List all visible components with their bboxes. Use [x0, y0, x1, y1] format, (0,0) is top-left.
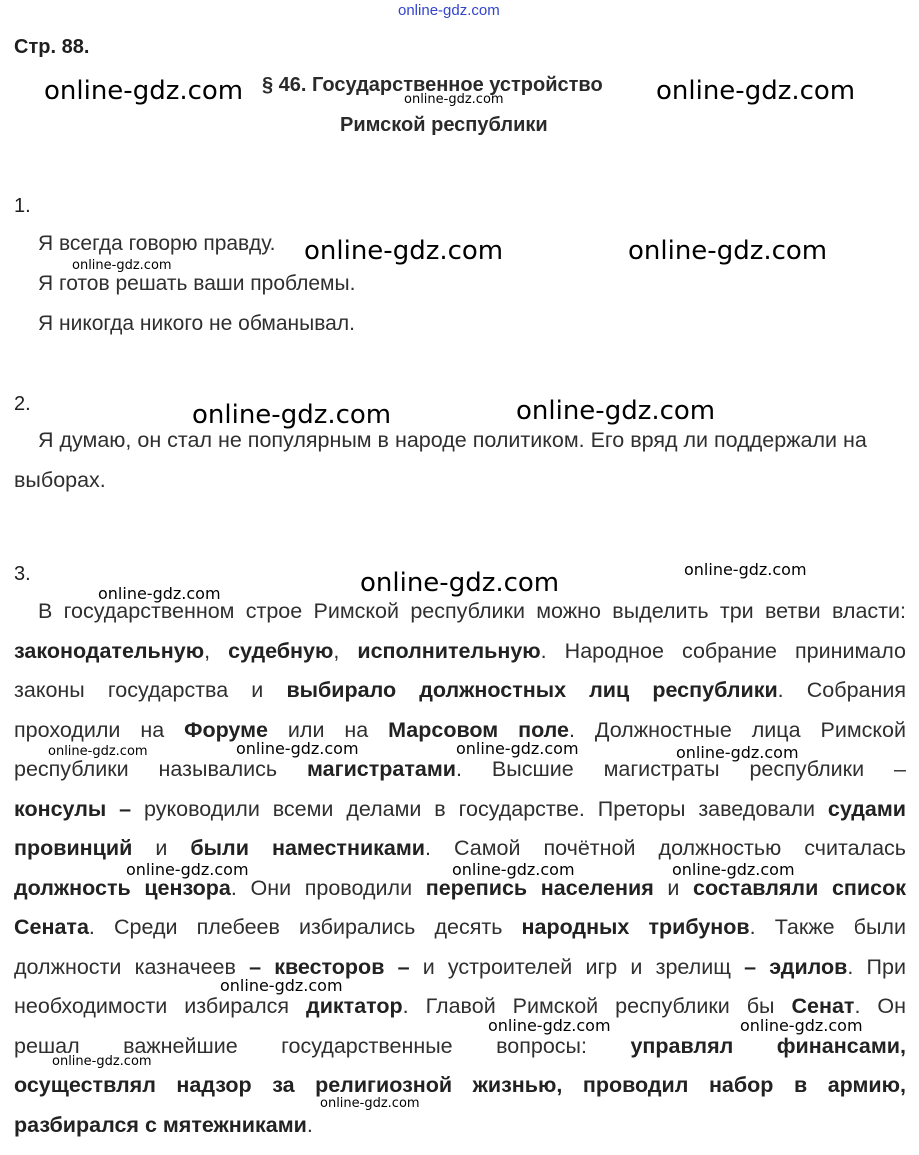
watermark: online-gdz.com: [516, 396, 716, 426]
section-title-line2: Римской республики: [340, 114, 548, 136]
answer-1-line-2: Я готов решать ваши проблемы.: [38, 272, 356, 295]
watermark: online-gdz.com: [72, 258, 172, 273]
watermark: online-gdz.com: [456, 739, 579, 758]
watermark: online-gdz.com: [320, 1096, 420, 1111]
watermark: online-gdz.com: [192, 400, 392, 430]
watermark: online-gdz.com: [684, 560, 807, 579]
watermark: online-gdz.com: [236, 739, 359, 758]
watermark: online-gdz.com: [220, 976, 343, 995]
question-1-number: 1.: [14, 195, 31, 217]
watermark: online-gdz.com: [98, 584, 221, 603]
watermark: online-gdz.com: [740, 1016, 863, 1035]
watermark-top: online-gdz.com: [398, 2, 500, 19]
watermark: online-gdz.com: [488, 1016, 611, 1035]
watermark: online-gdz.com: [628, 236, 828, 266]
answer-2-text: Я думаю, он стал не популярным в народе политиком. Его вряд ли поддержали на выборах.: [14, 428, 867, 492]
section-title-line1: § 46. Государственное устройство: [262, 74, 603, 96]
watermark: online-gdz.com: [126, 860, 249, 879]
watermark: online-gdz.com: [360, 568, 560, 598]
watermark: online-gdz.com: [656, 76, 856, 106]
answer-1-line-1: Я всегда говорю правду.: [38, 232, 276, 255]
watermark: online-gdz.com: [304, 236, 504, 266]
question-2-number: 2.: [14, 393, 31, 415]
watermark: online-gdz.com: [44, 76, 244, 106]
watermark: online-gdz.com: [48, 744, 148, 759]
watermark: online-gdz.com: [52, 1054, 152, 1069]
watermark: online-gdz.com: [672, 860, 795, 879]
watermark: online-gdz.com: [676, 743, 799, 762]
watermark: online-gdz.com: [404, 92, 504, 107]
page-number: Стр. 88.: [14, 36, 90, 58]
answer-3-text: В государственном строе Римской республики можно выделить три ветви власти: законодательную, судебную, исполнительную. Народное собрание принимало законы государства и выбирало должностных лиц республики. Собрания проходили на Форуме или на Марсовом поле. Должностные лица Римской республики назывались магистратами. Высшие магистраты республики – консулы – руководили всеми делами в государстве. Преторы заведовали судами провинций и были наместниками. Самой почётной должностью считалась должность цензора. Они проводили перепись населения и составляли список Сената. Среди плебеев избирались десять народных трибунов. Также были должности казначеев – квесторов – и устроителей игр и зрелищ – эдилов. При необходимости избирался диктатор. Главой Римской республики бы Сенат. Он решал важнейшие государственные вопросы: управлял финансами, осуществлял надзор за религиозной жизнью, проводил набор в армию, разбирался с мятежниками.: [14, 599, 906, 1137]
question-3-number: 3.: [14, 563, 31, 585]
watermark: online-gdz.com: [452, 860, 575, 879]
answer-1-line-3: Я никогда никого не обманывал.: [38, 312, 355, 335]
